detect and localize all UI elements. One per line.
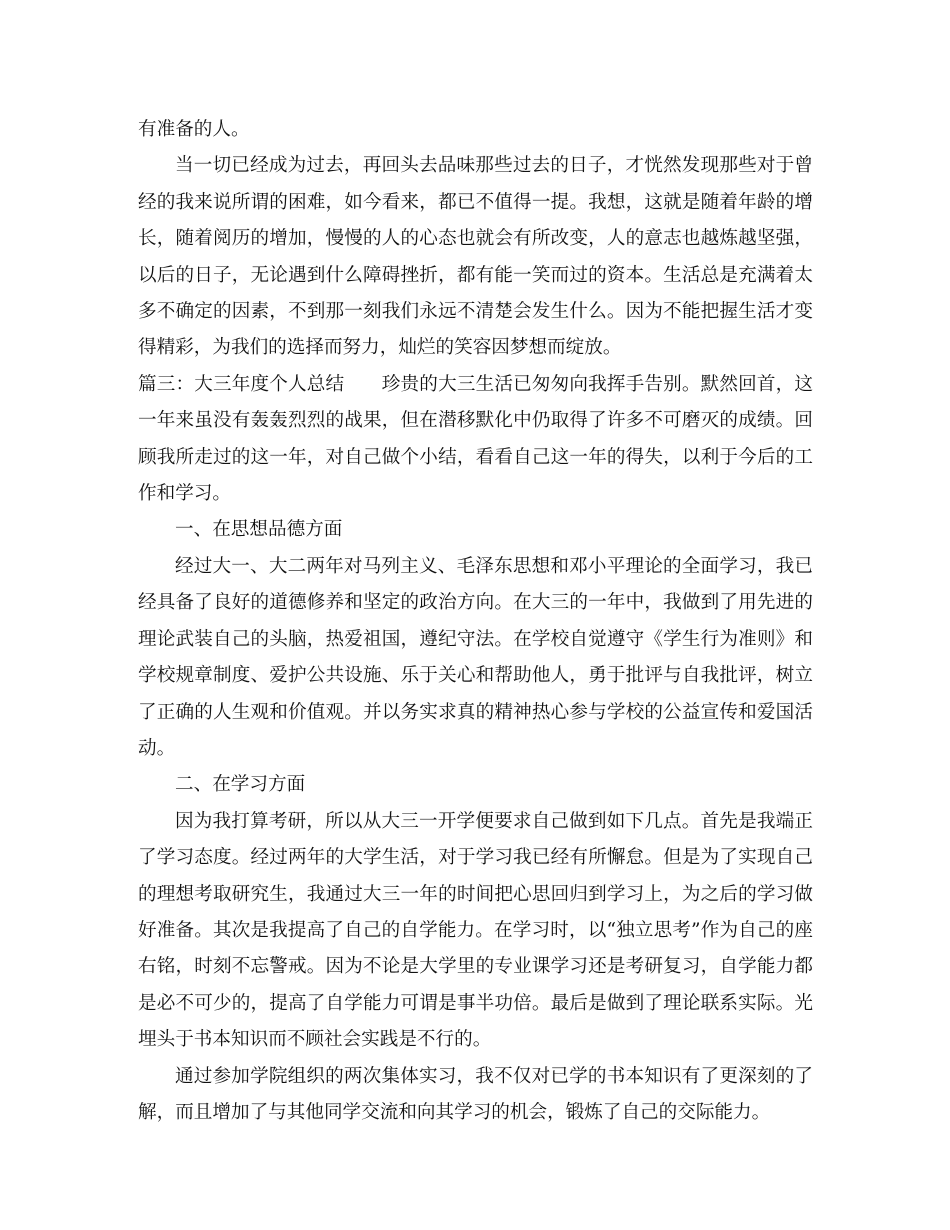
heading-moral-character: 一、在思想品德方面 [175,519,343,541]
paragraph-study: 因为我打算考研，所以从大三一开学便要求自己做到如下几点。首先是我端正了学习态度。经过两年的大学生活，对于学习我已经有所懈怠。但是为了实现自己的理想考取研究生，我通过大三一年的时间把心思回归到学习上，为之后的学习做好准备。其次是我提高了自己的自学能力。在学习时，以“独立思考”作为自己的座右铭，时刻不忘警戒。因为不论是大学里的专业课学习还是考研复习，自学能力都是必不可少的，提高了自学能力可谓是事半功倍。最后是做到了理论联系实际。光埋头于书本知识而不顾社会实践是不行的。 [138,810,813,1051]
paragraph-reflection: 当一切已经成为过去，再回头去品味那些过去的日子，才恍然发现那些对于曾经的我来说所谓的困难，如今看来，都已不值得一提。我想，这就是随着年龄的增长，随着阅历的增加，慢慢的人的心态也就会有所改变，人的意志也越炼越坚强，以后的日子，无论遇到什么障碍挫折，都有能一笑而过的资本。生活总是充满着太多不确定的因素，不到那一刻我们永远不清楚会发生什么。因为不能把握生活才变得精彩，为我们的选择而努力，灿烂的笑容因梦想而绽放。 [138,155,813,359]
document-body [138,112,813,1131]
paragraph-moral-character: 经过大一、大二两年对马列主义、毛泽东思想和邓小平理论的全面学习，我已经具备了良好的道德修养和坚定的政治方向。在大三的一年中，我做到了用先进的理论武装自己的头脑，热爱祖国，遵纪守法。在学校自觉遵守《学生行为准则》和学校规章制度、爱护公共设施、乐于关心和帮助他人，勇于批评与自我批评，树立了正确的人生观和价值观。并以务实求真的精神热心参与学校的公益宣传和爱国活动。 [138,555,813,759]
heading-study: 二、在学习方面 [175,774,306,796]
paragraph-section-three-intro: 篇三：大三年度个人总结 珍贵的大三生活已匆匆向我挥手告别。默然回首，这一年来虽没有轰轰烈烈的战果，但在潜移默化中仍取得了许多不可磨灭的成绩。回顾我所走过的这一年，对自己做个小结，看看自己这一年的得失，以利于今后的工作和学习。 [138,373,813,505]
paragraph-continuation: 有准备的人。 [138,119,250,140]
paragraph-internship: 通过参加学院组织的两次集体实习，我不仅对已学的书本知识有了更深刻的了解，而且增加了与其他同学交流和向其学习的机会，锻炼了自己的交际能力。 [138,1065,813,1123]
